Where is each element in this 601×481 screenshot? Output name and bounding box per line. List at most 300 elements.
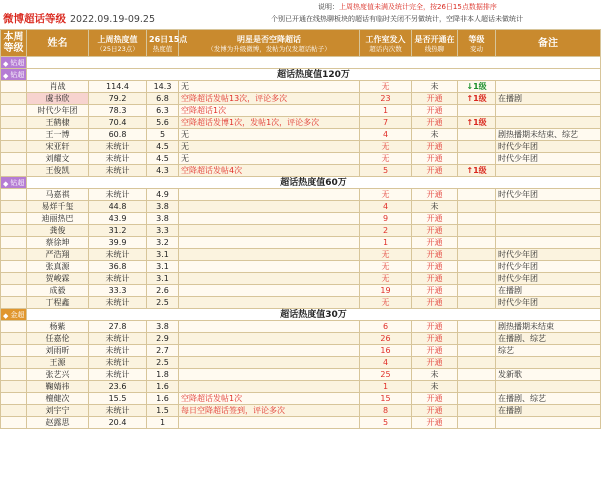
today-heat: 3.1 (147, 249, 179, 261)
member-name: 虞书欣 (27, 93, 89, 105)
table-row (1, 405, 601, 417)
level-change (458, 249, 496, 261)
last-week-heat: 未统计 (89, 165, 147, 177)
today-heat: 3.3 (147, 225, 179, 237)
level-up-arrow: ↑1级 (466, 165, 487, 175)
table-row (1, 237, 601, 249)
last-week-heat: 78.3 (89, 105, 147, 117)
diamond-icon: ◆ (3, 180, 9, 188)
online-chat-status: 开通 (412, 225, 458, 237)
table-row (1, 273, 601, 285)
remark: 时代少年团 (496, 141, 601, 153)
level-cell (1, 153, 27, 165)
online-chat-status: 开通 (412, 165, 458, 177)
support-status (179, 189, 360, 201)
last-week-heat: 114.4 (89, 81, 147, 93)
table-row (1, 105, 601, 117)
support-status (179, 381, 360, 393)
remark: 剧热播期未结束、综艺 (496, 129, 601, 141)
support-status (179, 249, 360, 261)
remark: 时代少年团 (496, 153, 601, 165)
level-cell (1, 417, 27, 429)
tier-tag-label: 钻超 (10, 58, 25, 67)
online-chat-status: 开通 (412, 117, 458, 129)
support-status: 空降超话发博1次，发帖1次，评论多次 (179, 117, 360, 129)
tier-tag (1, 309, 27, 321)
member-name: 王源 (27, 357, 89, 369)
remark: 时代少年团 (496, 261, 601, 273)
remark (496, 213, 601, 225)
last-week-heat: 未统计 (89, 369, 147, 381)
table-row (1, 165, 601, 177)
level-cell (1, 357, 27, 369)
tier-title: 超话热度值30万 (27, 309, 601, 321)
level-cell (1, 369, 27, 381)
remark: 剧热播期未结束 (496, 321, 601, 333)
last-week-heat: 未统计 (89, 345, 147, 357)
studio-post-count: 无 (360, 141, 412, 153)
studio-post-count: 5 (360, 417, 412, 429)
col-support: 明星是否空降超话 （发博为升级微博，发帖为仅发超话帖子） (179, 30, 360, 57)
online-chat-status: 未 (412, 201, 458, 213)
table-row (1, 261, 601, 273)
member-name: 王一博 (27, 129, 89, 141)
member-name: 赵露思 (27, 417, 89, 429)
today-heat: 2.6 (147, 285, 179, 297)
today-heat: 5.6 (147, 117, 179, 129)
online-chat-status: 开通 (412, 297, 458, 309)
note-line-1 (318, 2, 497, 12)
remark: 时代少年团 (496, 189, 601, 201)
today-heat: 3.8 (147, 201, 179, 213)
tier-band (1, 177, 601, 189)
member-name: 刘宇宁 (27, 405, 89, 417)
member-name: 鞠婧祎 (27, 381, 89, 393)
studio-post-count: 6 (360, 321, 412, 333)
last-week-heat: 20.4 (89, 417, 147, 429)
level-change (458, 297, 496, 309)
table-row (1, 225, 601, 237)
level-cell (1, 333, 27, 345)
online-chat-status: 开通 (412, 141, 458, 153)
member-name: 肖战 (27, 81, 89, 93)
col-today: 26日15点 热度值 (147, 30, 179, 57)
today-heat: 4.5 (147, 153, 179, 165)
table-row (1, 189, 601, 201)
remark (496, 117, 601, 129)
level-change (458, 81, 496, 93)
support-status (179, 237, 360, 249)
col-count: 工作室发入 超话内次数 (360, 30, 412, 57)
level-cell (1, 213, 27, 225)
online-chat-status: 未 (412, 369, 458, 381)
level-table (0, 29, 601, 429)
studio-post-count: 4 (360, 357, 412, 369)
level-change (458, 201, 496, 213)
col-online: 是否开通在 线热聊 (412, 30, 458, 57)
member-name: 丁程鑫 (27, 297, 89, 309)
remark: 发新歌 (496, 369, 601, 381)
today-heat: 1.8 (147, 369, 179, 381)
level-change (458, 285, 496, 297)
member-name: 张艺兴 (27, 369, 89, 381)
diamond-icon: ◆ (3, 60, 9, 68)
tier-tag-label: 钻超 (10, 178, 25, 187)
studio-post-count: 16 (360, 345, 412, 357)
today-heat: 3.8 (147, 213, 179, 225)
header-row (1, 30, 601, 57)
member-name: 刘耀文 (27, 153, 89, 165)
today-heat: 3.8 (147, 321, 179, 333)
remark (496, 417, 601, 429)
tier-title: 超话热度值60万 (27, 177, 601, 189)
col-remark: 备注 (496, 30, 601, 57)
diamond-icon: ◆ (3, 72, 9, 80)
studio-post-count: 2 (360, 225, 412, 237)
col-change: 等级 变动 (458, 30, 496, 57)
remark (496, 165, 601, 177)
table-row (1, 369, 601, 381)
support-status: 空降超话1次 (179, 105, 360, 117)
col-name: 姓名 (27, 30, 89, 57)
table-row (1, 381, 601, 393)
online-chat-status: 开通 (412, 213, 458, 225)
member-name: 张真源 (27, 261, 89, 273)
level-cell (1, 117, 27, 129)
sheet-header (0, 0, 600, 30)
member-name: 王俊凯 (27, 165, 89, 177)
level-change (458, 393, 496, 405)
last-week-heat: 31.2 (89, 225, 147, 237)
col-level (1, 30, 27, 57)
studio-post-count: 无 (360, 273, 412, 285)
today-heat: 6.3 (147, 105, 179, 117)
support-status (179, 201, 360, 213)
remark: 在播剧、综艺 (496, 333, 601, 345)
level-cell (1, 165, 27, 177)
studio-post-count: 1 (360, 237, 412, 249)
today-heat: 1.6 (147, 393, 179, 405)
table-row (1, 333, 601, 345)
support-status (179, 273, 360, 285)
online-chat-status: 未 (412, 129, 458, 141)
today-heat: 6.8 (147, 93, 179, 105)
table-row (1, 81, 601, 93)
today-heat: 4.9 (147, 189, 179, 201)
support-status: 无 (179, 81, 360, 93)
title-text: 微博超话等级 (3, 13, 66, 25)
online-chat-status: 未 (412, 81, 458, 93)
support-status: 无 (179, 141, 360, 153)
level-change (458, 417, 496, 429)
online-chat-status: 未 (412, 381, 458, 393)
member-name: 龚俊 (27, 225, 89, 237)
support-status (179, 333, 360, 345)
remark (496, 237, 601, 249)
last-week-heat: 23.6 (89, 381, 147, 393)
level-cell (1, 249, 27, 261)
level-cell (1, 237, 27, 249)
table-row (1, 213, 601, 225)
remark: 时代少年团 (496, 297, 601, 309)
member-name: 杨紫 (27, 321, 89, 333)
studio-post-count: 4 (360, 129, 412, 141)
table-row (1, 153, 601, 165)
member-name: 王鹤棣 (27, 117, 89, 129)
member-name: 刘雨昕 (27, 345, 89, 357)
page-title (3, 11, 155, 26)
support-status (179, 261, 360, 273)
support-status (179, 285, 360, 297)
tier-tag-label: 金超 (10, 310, 25, 319)
table-row (1, 321, 601, 333)
last-week-heat: 60.8 (89, 129, 147, 141)
remark: 在播剧、综艺 (496, 393, 601, 405)
level-cell (1, 141, 27, 153)
level-change (458, 141, 496, 153)
member-name: 易烊千玺 (27, 201, 89, 213)
today-heat: 2.5 (147, 297, 179, 309)
studio-post-count: 23 (360, 93, 412, 105)
remark (496, 201, 601, 213)
last-week-heat: 未统计 (89, 141, 147, 153)
last-week-heat: 39.9 (89, 237, 147, 249)
studio-post-count: 无 (360, 297, 412, 309)
tier-tag (1, 177, 27, 189)
level-change (458, 369, 496, 381)
remark: 时代少年团 (496, 249, 601, 261)
table-row (1, 201, 601, 213)
note-red-text: 上周热度值未满及统计完全，按26日15点数据排序 (339, 3, 497, 11)
table-row (1, 141, 601, 153)
tier-tag (1, 69, 27, 81)
level-up-arrow: ↑1级 (466, 117, 487, 127)
studio-post-count: 1 (360, 381, 412, 393)
level-cell (1, 93, 27, 105)
support-status: 无 (179, 129, 360, 141)
level-change (458, 129, 496, 141)
col-level-text: 本周 (3, 32, 24, 43)
online-chat-status: 开通 (412, 345, 458, 357)
level-change (458, 153, 496, 165)
studio-post-count: 5 (360, 165, 412, 177)
today-heat: 4.3 (147, 165, 179, 177)
level-change (458, 165, 496, 177)
studio-post-count: 19 (360, 285, 412, 297)
table-row (1, 249, 601, 261)
online-chat-status: 开通 (412, 237, 458, 249)
level-cell (1, 321, 27, 333)
level-change (458, 381, 496, 393)
level-change (458, 405, 496, 417)
online-chat-status: 开通 (412, 357, 458, 369)
last-week-heat: 36.8 (89, 261, 147, 273)
last-week-heat: 未统计 (89, 405, 147, 417)
member-name: 任嘉伦 (27, 333, 89, 345)
level-cell (1, 105, 27, 117)
level-change (458, 333, 496, 345)
online-chat-status: 开通 (412, 261, 458, 273)
support-status (179, 297, 360, 309)
tier-tag-label: 钻超 (10, 70, 25, 79)
table-row (1, 129, 601, 141)
last-week-heat: 79.2 (89, 93, 147, 105)
level-cell (1, 273, 27, 285)
online-chat-status: 开通 (412, 105, 458, 117)
last-week-heat: 70.4 (89, 117, 147, 129)
today-heat: 2.9 (147, 333, 179, 345)
support-status (179, 225, 360, 237)
table-row (1, 117, 601, 129)
online-chat-status: 开通 (412, 153, 458, 165)
level-cell (1, 201, 27, 213)
col-level-text: 等级 (3, 43, 24, 54)
col-last-week: 上周热度值 （25日23点） (89, 30, 147, 57)
online-chat-status: 开通 (412, 393, 458, 405)
member-name: 时代少年团 (27, 105, 89, 117)
support-status: 空降超话发帖13次，评论多次 (179, 93, 360, 105)
last-week-heat: 未统计 (89, 333, 147, 345)
studio-post-count: 无 (360, 249, 412, 261)
member-name: 檀健次 (27, 393, 89, 405)
level-change (458, 225, 496, 237)
studio-post-count: 9 (360, 213, 412, 225)
table-row (1, 93, 601, 105)
level-cell (1, 381, 27, 393)
member-name: 蔡徐坤 (27, 237, 89, 249)
member-name: 马嘉祺 (27, 189, 89, 201)
level-cell (1, 393, 27, 405)
last-week-heat: 15.5 (89, 393, 147, 405)
online-chat-status: 开通 (412, 273, 458, 285)
tier-tag (1, 57, 27, 69)
last-week-heat: 43.9 (89, 213, 147, 225)
today-heat: 2.7 (147, 345, 179, 357)
studio-post-count: 4 (360, 201, 412, 213)
level-cell (1, 405, 27, 417)
tier-title: 超话热度值120万 (27, 69, 601, 81)
remark (496, 105, 601, 117)
support-status (179, 417, 360, 429)
studio-post-count: 无 (360, 189, 412, 201)
studio-post-count: 无 (360, 153, 412, 165)
remark: 在播剧 (496, 93, 601, 105)
online-chat-status: 开通 (412, 405, 458, 417)
today-heat: 3.1 (147, 273, 179, 285)
diamond-icon: ◆ (3, 312, 9, 320)
note-line-2: 个别已开通在线热聊板块的超话有临时关闭不另做统计，空降非本人超话未做统计 (271, 15, 523, 23)
today-heat: 3.1 (147, 261, 179, 273)
table-row (1, 345, 601, 357)
support-status (179, 369, 360, 381)
level-change (458, 273, 496, 285)
level-cell (1, 345, 27, 357)
studio-post-count: 无 (360, 261, 412, 273)
today-heat: 3.2 (147, 237, 179, 249)
studio-post-count: 1 (360, 105, 412, 117)
level-cell (1, 189, 27, 201)
last-week-heat: 44.8 (89, 201, 147, 213)
online-chat-status: 开通 (412, 285, 458, 297)
level-change (458, 237, 496, 249)
last-week-heat: 33.3 (89, 285, 147, 297)
level-cell (1, 285, 27, 297)
level-change (458, 345, 496, 357)
last-week-heat: 未统计 (89, 249, 147, 261)
studio-post-count: 26 (360, 333, 412, 345)
level-change (458, 93, 496, 105)
support-status: 每日空降超话签到，评论多次 (179, 405, 360, 417)
level-change (458, 357, 496, 369)
remark (496, 225, 601, 237)
online-chat-status: 开通 (412, 249, 458, 261)
level-cell (1, 81, 27, 93)
remark: 在播剧 (496, 285, 601, 297)
level-cell (1, 129, 27, 141)
today-heat: 4.5 (147, 141, 179, 153)
tier-title (27, 57, 601, 69)
table-row (1, 297, 601, 309)
member-name: 贺峻霖 (27, 273, 89, 285)
last-week-heat: 未统计 (89, 153, 147, 165)
support-status (179, 357, 360, 369)
level-cell (1, 225, 27, 237)
support-status (179, 345, 360, 357)
last-week-heat: 未统计 (89, 189, 147, 201)
studio-post-count: 7 (360, 117, 412, 129)
level-change (458, 189, 496, 201)
member-name: 成毅 (27, 285, 89, 297)
today-heat: 2.5 (147, 357, 179, 369)
studio-post-count: 25 (360, 369, 412, 381)
remark (496, 381, 601, 393)
table-row (1, 285, 601, 297)
last-week-heat: 未统计 (89, 357, 147, 369)
support-status (179, 321, 360, 333)
table-body (1, 57, 601, 429)
last-week-heat: 27.8 (89, 321, 147, 333)
level-change (458, 105, 496, 117)
level-change (458, 321, 496, 333)
remark: 时代少年团 (496, 273, 601, 285)
support-status: 无 (179, 153, 360, 165)
support-status: 空降超话发帖1次 (179, 393, 360, 405)
note-prefix: 说明： (318, 3, 339, 11)
tier-band (1, 57, 601, 69)
last-week-heat: 未统计 (89, 297, 147, 309)
member-name: 严浩翔 (27, 249, 89, 261)
level-down-arrow: ↓1级 (466, 81, 487, 91)
member-name: 宋亚轩 (27, 141, 89, 153)
studio-post-count: 8 (360, 405, 412, 417)
studio-post-count: 无 (360, 81, 412, 93)
online-chat-status: 开通 (412, 321, 458, 333)
today-heat: 14.3 (147, 81, 179, 93)
tier-band (1, 69, 601, 81)
table-row (1, 393, 601, 405)
online-chat-status: 开通 (412, 417, 458, 429)
level-cell (1, 297, 27, 309)
online-chat-status: 开通 (412, 93, 458, 105)
level-change (458, 117, 496, 129)
level-change (458, 213, 496, 225)
level-change (458, 261, 496, 273)
support-status (179, 213, 360, 225)
tier-band (1, 309, 601, 321)
date-range: 2022.09.19-09.25 (70, 14, 156, 25)
member-name: 迪丽热巴 (27, 213, 89, 225)
remark (496, 81, 601, 93)
